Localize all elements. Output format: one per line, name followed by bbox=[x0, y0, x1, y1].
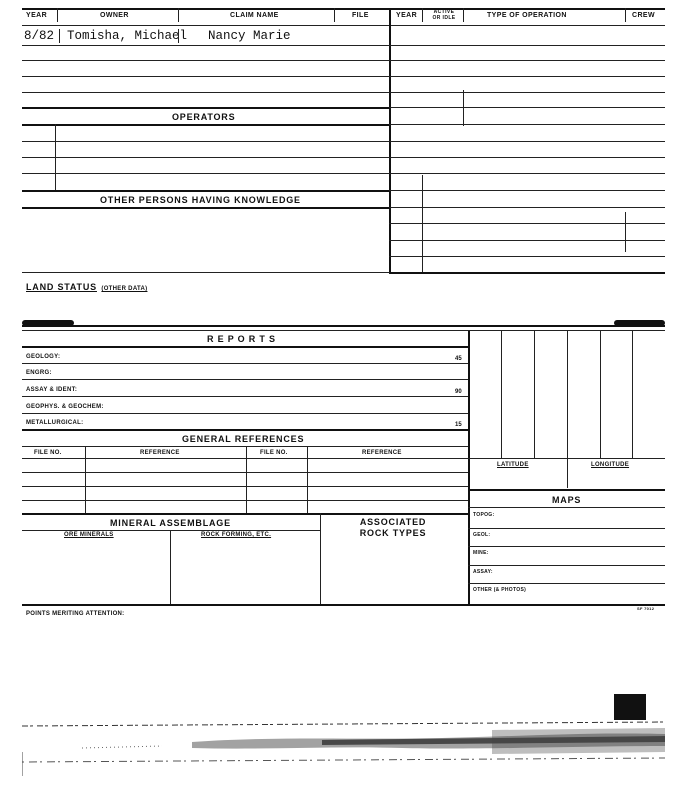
longitude-label: LONGITUDE bbox=[591, 462, 630, 468]
operators-heading: OPERATORS bbox=[172, 112, 236, 122]
report-geology-code: 45 bbox=[455, 356, 462, 362]
report-row-line bbox=[22, 396, 468, 397]
row-tick bbox=[178, 29, 179, 43]
other-persons-bottom-rule bbox=[22, 272, 390, 273]
report-geophys-label: GEOPHYS. & GEOCHEM: bbox=[26, 404, 104, 410]
rock-types-label: ROCK TYPES bbox=[359, 528, 427, 538]
grid-bottom-rule bbox=[468, 458, 665, 459]
op-row-line bbox=[389, 190, 665, 191]
scan-noise-svg bbox=[22, 712, 665, 780]
references-row-line bbox=[22, 500, 468, 501]
op-row-line bbox=[389, 141, 665, 142]
report-row-line bbox=[22, 379, 468, 380]
maps-row-line bbox=[468, 528, 665, 529]
report-row-line bbox=[22, 363, 468, 364]
report-row-line bbox=[22, 413, 468, 414]
maps-mine-label: MINE: bbox=[473, 550, 489, 556]
op-row-line bbox=[389, 107, 665, 108]
claim-row-line bbox=[22, 45, 390, 46]
claim-row-line bbox=[22, 60, 390, 61]
ref-divider bbox=[246, 446, 247, 513]
ref-divider bbox=[85, 446, 86, 513]
maps-topog-label: TOPOG: bbox=[473, 512, 495, 518]
report-metallurgical-label: METALLURGICAL: bbox=[26, 420, 84, 426]
active-label: ACTIVE bbox=[433, 9, 455, 15]
general-references-heading: GENERAL REFERENCES bbox=[182, 434, 305, 444]
associated-label: ASSOCIATED bbox=[359, 517, 427, 527]
references-row-line bbox=[22, 472, 468, 473]
crew-divider-fragment bbox=[625, 212, 626, 252]
op-row-line bbox=[389, 76, 665, 77]
ore-minerals-label: ORE MINERALS bbox=[64, 532, 114, 538]
ref-header-file-no-2: FILE NO. bbox=[260, 450, 288, 456]
op-row-line bbox=[389, 223, 665, 224]
maps-row-line bbox=[468, 583, 665, 584]
maps-top-rule bbox=[468, 489, 665, 491]
ref-header-reference-2: REFERENCE bbox=[362, 450, 402, 456]
operator-row-line bbox=[22, 173, 390, 174]
references-bottom-rule bbox=[22, 513, 468, 515]
references-header-rule bbox=[22, 446, 468, 447]
maps-row-line bbox=[468, 546, 665, 547]
maps-heading: MAPS bbox=[552, 495, 582, 505]
col-divider-type bbox=[625, 8, 626, 22]
op-row-line bbox=[389, 92, 665, 93]
col-divider-year bbox=[57, 8, 58, 22]
ref-divider bbox=[307, 446, 308, 513]
assoc-rock-divider bbox=[320, 513, 321, 604]
op-row-line bbox=[389, 173, 665, 174]
col-divider-owner bbox=[178, 8, 179, 22]
report-metallurgical-code: 15 bbox=[455, 422, 462, 428]
report-assay-label: ASSAY & IDENT: bbox=[26, 387, 78, 393]
associated-rock-types-heading bbox=[330, 517, 456, 539]
col-header-year: YEAR bbox=[26, 12, 48, 19]
reports-heading: R E P O R T S bbox=[207, 334, 276, 344]
mineral-assemblage-heading: MINERAL ASSEMBLAGE bbox=[110, 518, 231, 528]
reports-top-rule bbox=[22, 330, 468, 331]
col-header-type-of-operation: TYPE OF OPERATION bbox=[487, 12, 567, 19]
reports-header-rule bbox=[22, 346, 468, 348]
col-header-op-year: YEAR bbox=[396, 12, 418, 19]
claim-row-line bbox=[22, 76, 390, 77]
references-row-line bbox=[22, 458, 468, 459]
report-engrg-label: ENGRG: bbox=[26, 370, 52, 376]
land-status-subtitle: (OTHER DATA) bbox=[101, 286, 148, 292]
center-divider bbox=[389, 8, 391, 272]
op-row-line bbox=[389, 157, 665, 158]
report-geology-label: GEOLOGY: bbox=[26, 354, 61, 360]
points-meriting-attention-label: POINTS MERITING ATTENTION: bbox=[26, 611, 125, 617]
operators-bottom-rule bbox=[22, 190, 390, 192]
rock-forming-label: ROCK FORMING, ETC. bbox=[201, 532, 272, 538]
col-divider-op-year bbox=[422, 8, 423, 22]
maps-row-line bbox=[468, 565, 665, 566]
claim-row-line bbox=[22, 92, 390, 93]
claim-name-value: Nancy Marie bbox=[208, 29, 291, 43]
operators-header-rule bbox=[22, 124, 390, 126]
grid-col bbox=[632, 330, 633, 458]
reports-bottom-rule bbox=[22, 429, 468, 431]
op-bottom-rule bbox=[389, 272, 665, 274]
grid-col bbox=[567, 330, 568, 488]
op-row-line bbox=[389, 45, 665, 46]
header-bottom-rule bbox=[22, 25, 665, 26]
col-header-file: FILE bbox=[352, 12, 369, 19]
ref-header-reference-1: REFERENCE bbox=[140, 450, 180, 456]
active-divider-fragment bbox=[463, 90, 464, 126]
report-assay-code: 90 bbox=[455, 389, 462, 395]
maps-geol-label: GEOL: bbox=[473, 532, 491, 538]
grid-col bbox=[501, 330, 502, 458]
op-row-line bbox=[389, 60, 665, 61]
other-persons-rule bbox=[22, 207, 390, 209]
op-row-line bbox=[389, 240, 665, 241]
land-status-title: LAND STATUS bbox=[26, 282, 97, 292]
right-panel-divider bbox=[468, 330, 470, 604]
col-header-active-idle bbox=[425, 9, 463, 21]
mineral-divider bbox=[170, 530, 171, 604]
owner-value: Tomisha, Michael bbox=[67, 29, 188, 43]
op-row-line bbox=[389, 124, 665, 125]
col-divider-active bbox=[463, 8, 464, 22]
scan-noise-band bbox=[22, 712, 665, 780]
op-row-line bbox=[389, 207, 665, 208]
maps-header-rule bbox=[468, 507, 665, 508]
col-header-crew: CREW bbox=[632, 12, 655, 19]
form-code: SF 7012 bbox=[637, 606, 655, 611]
op-year-divider-lower bbox=[422, 175, 423, 272]
grid-col bbox=[600, 330, 601, 458]
grid-col bbox=[534, 330, 535, 458]
maps-assay-label: ASSAY: bbox=[473, 569, 493, 575]
latitude-label: LATITUDE bbox=[497, 462, 529, 468]
col-divider-claim bbox=[334, 8, 335, 22]
or-idle-label: OR IDLE bbox=[432, 15, 456, 21]
operator-row-line bbox=[22, 141, 390, 142]
claims-bottom-rule bbox=[22, 107, 390, 109]
col-header-owner: OWNER bbox=[100, 12, 129, 19]
references-row-line bbox=[22, 486, 468, 487]
row-tick bbox=[59, 29, 60, 43]
land-status-bottom-rule bbox=[22, 325, 665, 327]
land-status-label bbox=[26, 277, 147, 295]
op-row-line bbox=[389, 256, 665, 257]
ref-header-file-no-1: FILE NO. bbox=[34, 450, 62, 456]
mineral-header-rule bbox=[22, 530, 320, 531]
operator-row-line bbox=[22, 157, 390, 158]
col-header-claim-name: CLAIM NAME bbox=[230, 12, 279, 19]
maps-other-label: OTHER (& PHOTOS) bbox=[473, 587, 527, 593]
other-persons-heading: OTHER PERSONS HAVING KNOWLEDGE bbox=[100, 195, 301, 205]
form-bottom-rule bbox=[22, 604, 665, 606]
top-border bbox=[22, 8, 665, 10]
claim-year-value: 8/82 bbox=[24, 29, 55, 43]
